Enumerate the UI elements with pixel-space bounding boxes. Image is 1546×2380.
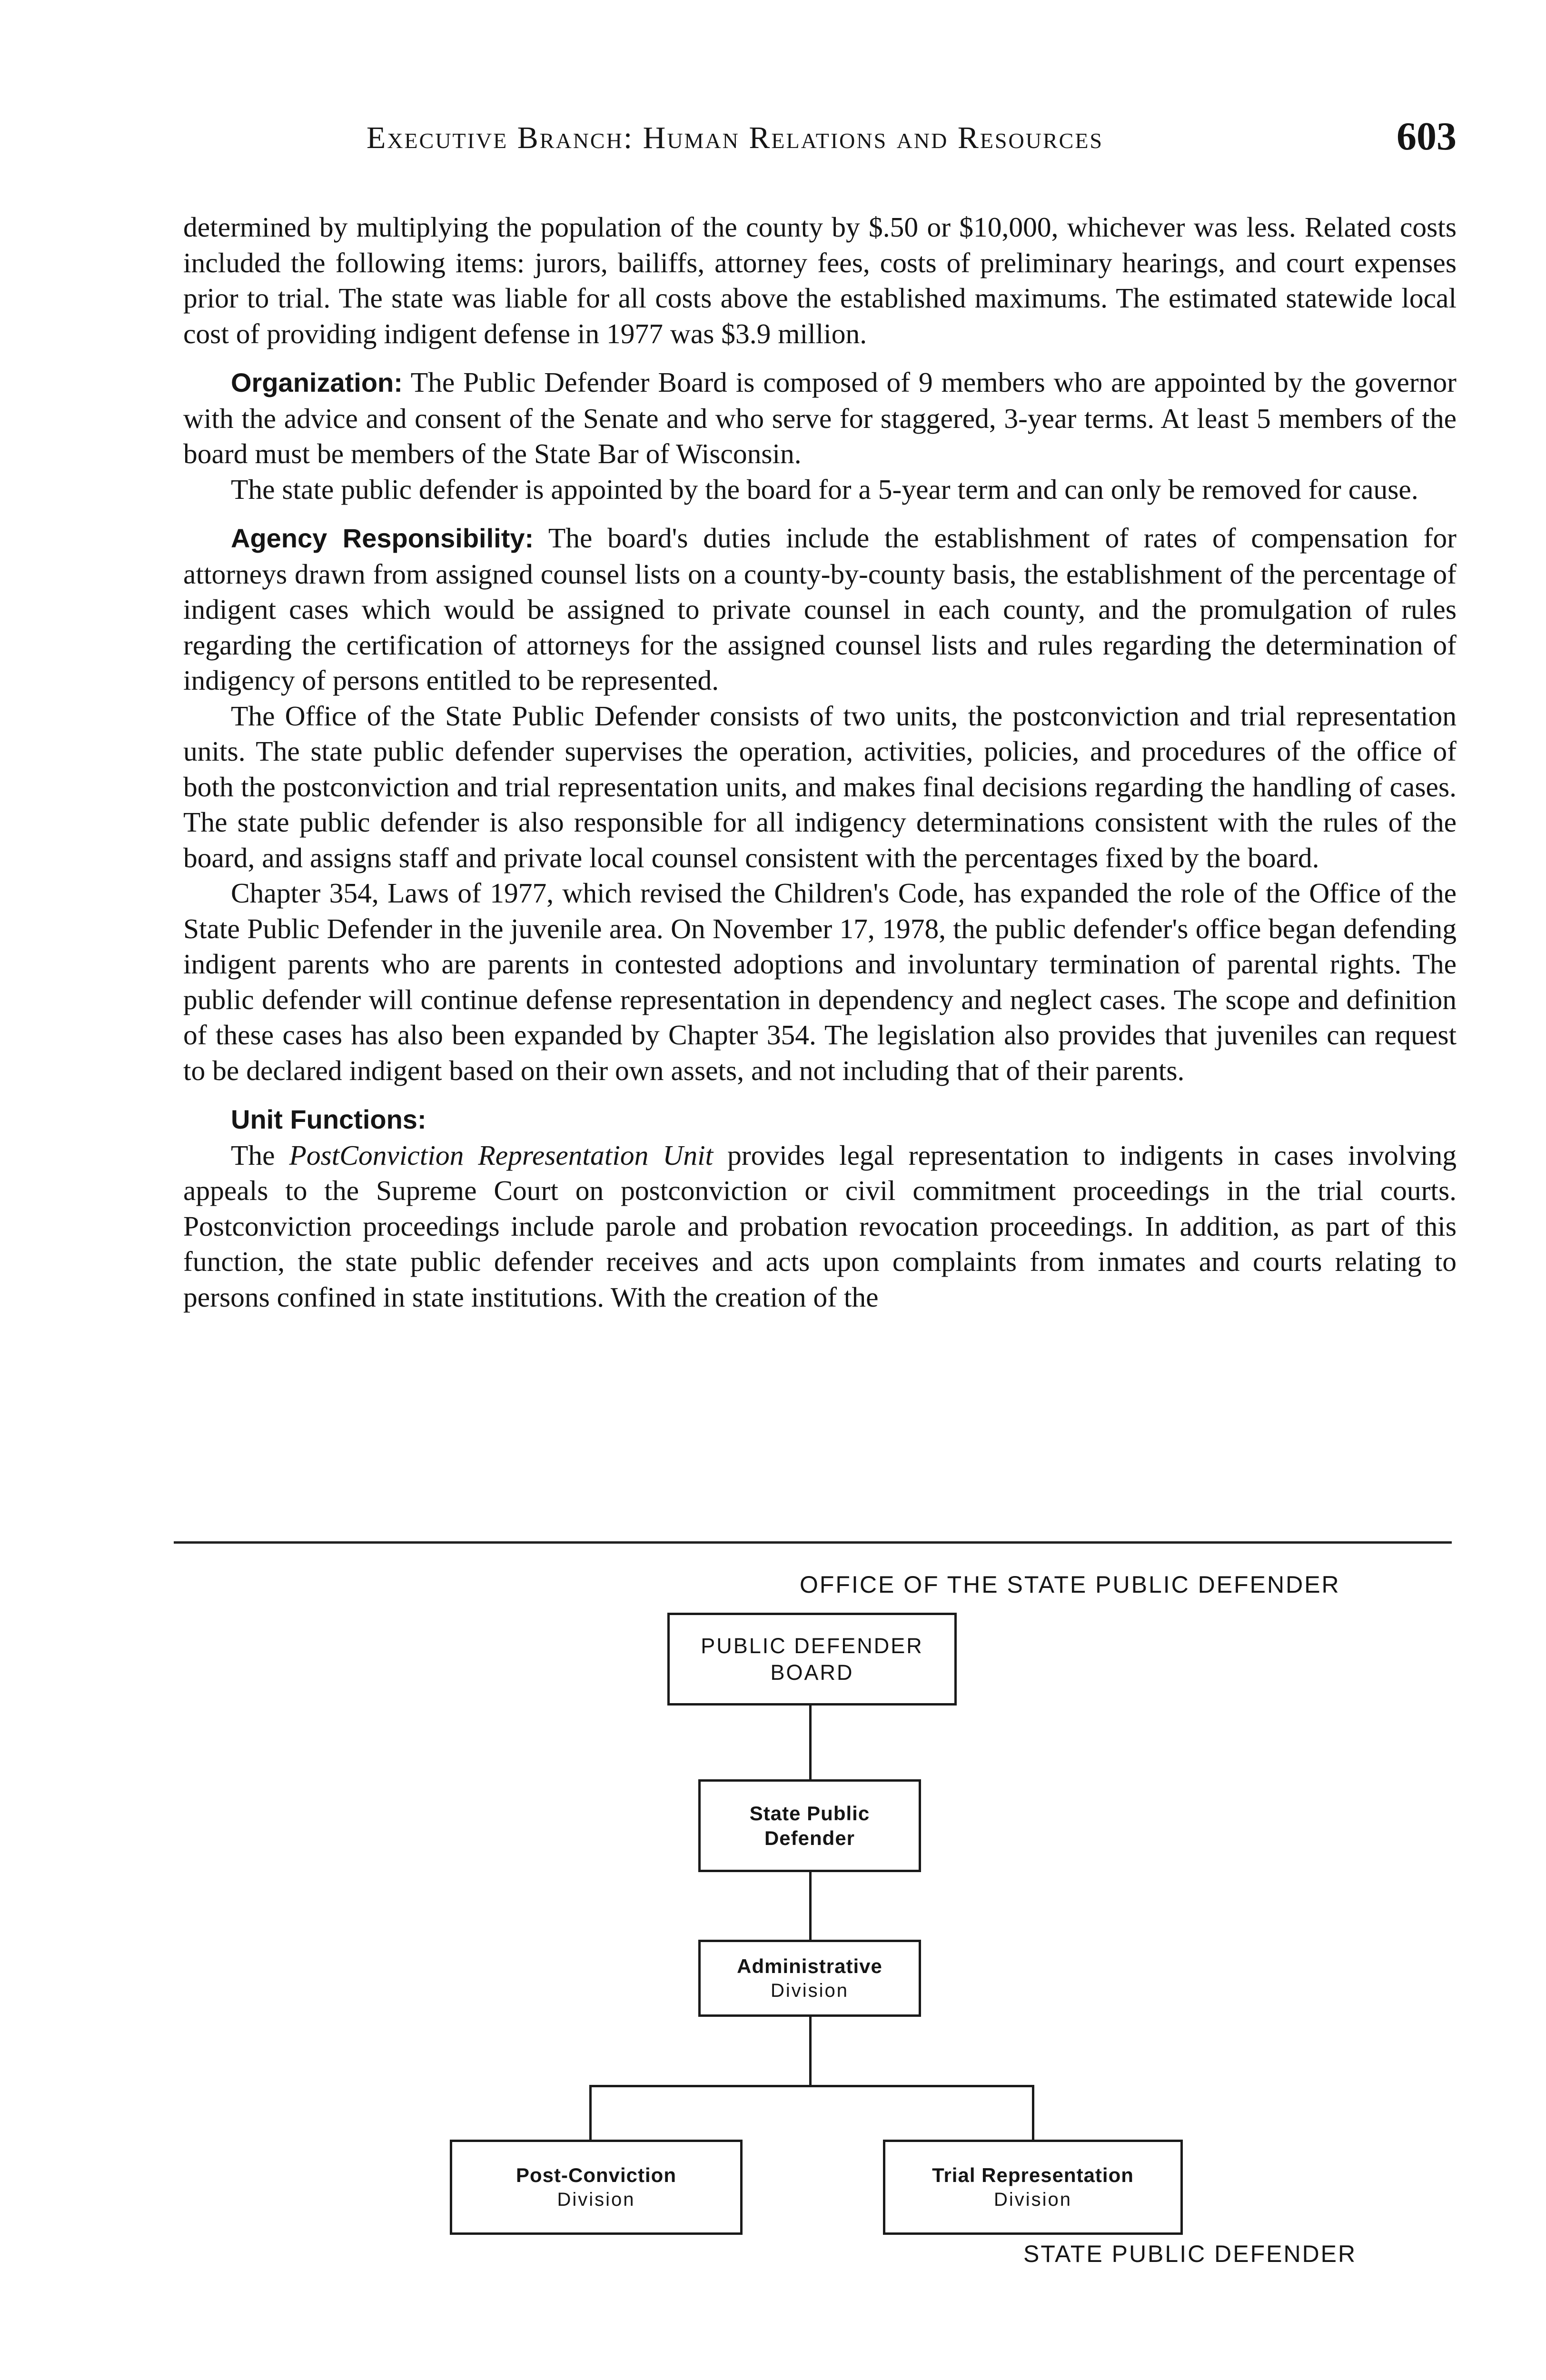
horizontal-rule (174, 1541, 1452, 1544)
trial-representation-division-box (883, 2140, 1183, 2235)
organization-text: The Public Defender Board is composed of 9 members who are appointed by the governor with the advice and consent of the Senate and who serve for staggered, 3-year terms. At least 5 members of the board must be members of the State Bar of Wisconsin. (183, 367, 1457, 469)
connector-admin-branch (809, 2015, 812, 2087)
connector-to-postconviction (589, 2085, 592, 2141)
running-header (367, 113, 1457, 170)
body-text (183, 209, 1457, 1315)
paragraph-unit-heading (183, 1101, 1457, 1138)
post-conviction-division-box (450, 2140, 743, 2235)
org-chart-title: OFFICE OF THE STATE PUBLIC DEFENDER (800, 1571, 1340, 1598)
board-label-line2: BOARD (770, 1660, 854, 1685)
postconviction-label-line2: Division (557, 2189, 635, 2210)
admin-label-line2: Division (770, 1980, 849, 2001)
trial-label-line1: Trial Representation (932, 2164, 1134, 2186)
administrative-division-box (698, 1940, 921, 2017)
page-number: 603 (1397, 114, 1457, 159)
agency-text: The board's duties include the establishment of rates of compensation for attorneys drawn from assigned counsel lists on a county-by-county basis, the establishment of the percentage of indigent cases which would be assigned to private counsel in each county, and the promulgation of rules regarding the certification of attorneys for the assigned counsel lists and rules regarding the determination of indigency of persons entitled to be represented. (183, 522, 1457, 696)
board-label-line1: PUBLIC DEFENDER (701, 1633, 923, 1658)
paragraph-3: The state public defender is appointed by the board for a 5-year term and can only be removed for cause. (231, 473, 1418, 505)
spd-label-line1: State Public (749, 1802, 870, 1825)
paragraph-1: determined by multiplying the population of the county by $.50 or $10,000, whichever was less. Related costs included the following items: jurors, bailiffs, attorney fees, costs of preliminary hearings, and court expenses prior to trial. The state was liable for all costs above the established maximums. The estimated statewide local cost of providing indigent defense in 1977 was $3.9 million. (183, 211, 1457, 349)
trial-label-line2: Division (993, 2189, 1072, 2210)
spd-label-line2: Defender (764, 1826, 855, 1849)
agency-heading: Agency Responsibility: (231, 523, 534, 553)
postconviction-unit-name: PostConviction Representation Unit (289, 1139, 714, 1171)
postconviction-label-line1: Post-Conviction (516, 2164, 676, 2186)
p7-start: The (231, 1139, 289, 1171)
paragraph-6: Chapter 354, Laws of 1977, which revised the Children's Code, has expanded the role of the Office of the State Public Defender in the juvenile area. On November 17, 1978, the public defender's office began defending indigent parents who are parents in contested adoptions and involuntary termination of parental rights. The public defender will continue defense representation in dependency and neglect cases. The scope and definition of these cases has also been expanded by Chapter 354. The legislation also provides that juveniles can request to be declared indigent based on their own assets, and not including that of their parents. (183, 877, 1457, 1086)
paragraph-7 (183, 1138, 1457, 1315)
paragraph-agency (183, 520, 1457, 698)
org-chart-footer: STATE PUBLIC DEFENDER (1023, 2241, 1357, 2267)
connector-board-spd (809, 1703, 812, 1780)
connector-spd-admin (809, 1870, 812, 1941)
admin-label-line1: Administrative (737, 1955, 882, 1977)
connector-to-trial (1032, 2085, 1034, 2141)
organization-heading: Organization: (231, 367, 403, 397)
unit-functions-heading: Unit Functions: (231, 1104, 426, 1134)
connector-branch-horizontal (589, 2085, 1034, 2087)
paragraph-5: The Office of the State Public Defender consists of two units, the postconviction and trial representation units. The state public defender supervises the operation, activities, policies, and procedures of the office of both the postconviction and trial representation units, and makes final decisions regarding the handling of cases. The state public defender is also responsible for all indigency determinations consistent with the rules of the board, and assigns staff and private local counsel consistent with the percentages fixed by the board. (183, 700, 1457, 873)
header-title: Executive Branch: Human Relations and Resources (367, 120, 1104, 155)
p7-rest: provides legal representation to indigents in cases involving appeals to the Supreme Court on postconviction or civil commitment proceedings in the trial courts. Postconviction proceedings include parole and probation revocation proceedings. In addition, as part of this function, the state public defender receives and acts upon complaints from inmates and courts relating to persons confined in state institutions. With the creation of the (183, 1139, 1457, 1313)
public-defender-board-box (667, 1613, 957, 1706)
state-public-defender-box (698, 1779, 921, 1872)
paragraph-organization (183, 365, 1457, 472)
